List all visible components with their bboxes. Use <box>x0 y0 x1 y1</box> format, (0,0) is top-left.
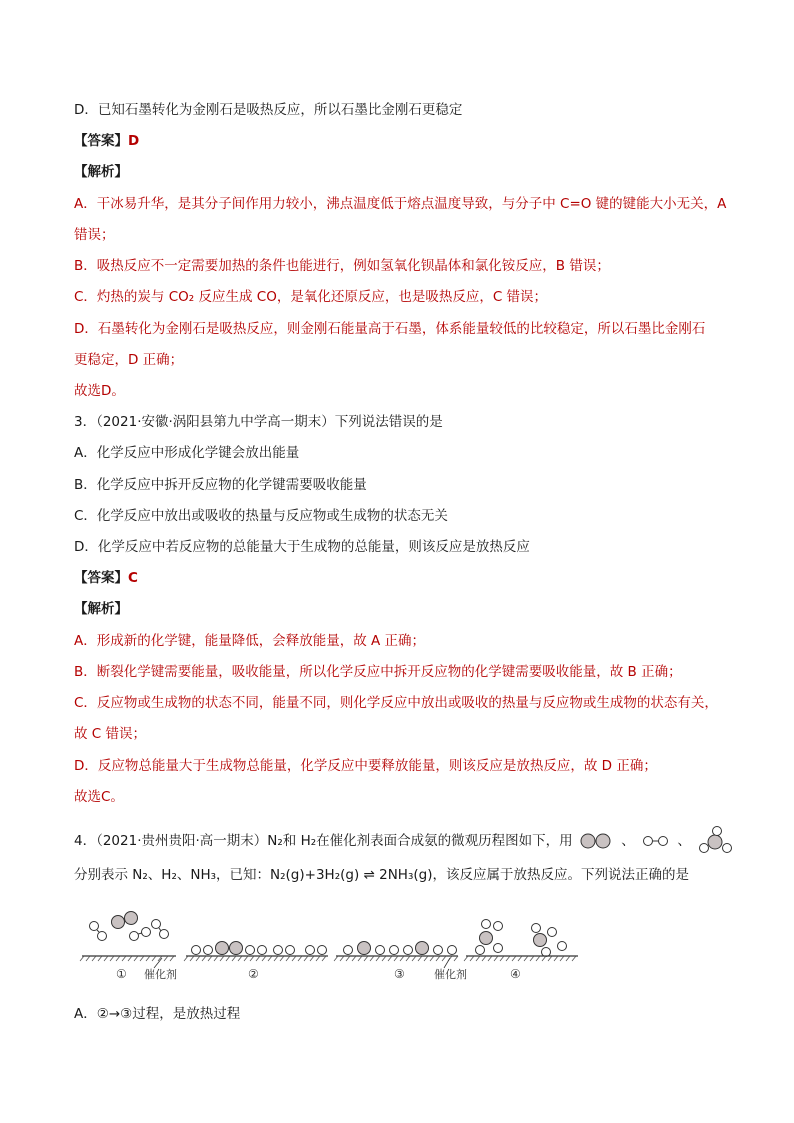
q3-option: C．化学反应中放出或吸收的热量与反应物或生成物的状态无关 <box>74 508 448 524</box>
separator: 、 <box>621 833 635 849</box>
q3-analysis-label: 【解析】 <box>74 601 128 617</box>
q4-stem-text: 4．（2021·贵州贵阳·高一期末）N₂和 H₂在催化剂表面合成氨的微观历程图如下，用 <box>74 833 573 849</box>
q3-analysis-line: B．断裂化学键需要能量，吸收能量，所以化学反应中拆开反应物的化学键需要吸收能量，故 B 正确； <box>74 664 682 680</box>
q3-analysis-line: 故 C 错误； <box>74 726 147 742</box>
q2-analysis-line: 错误； <box>74 227 115 243</box>
q3-stem: 3．（2021·安徽·涡阳县第九中学高一期末）下列说法错误的是 <box>74 414 443 430</box>
step-label: ④ <box>510 967 521 981</box>
h2-molecule-icon <box>639 832 673 850</box>
q3-answer <box>74 569 138 587</box>
n2-molecule-icon <box>577 832 617 850</box>
q2-analysis-line: D．石墨转化为金刚石是吸热反应，则金刚石能量高于石墨，体系能量较低的比较稳定，所以石墨比金刚石 <box>74 321 706 337</box>
answer-label: 【答案】 <box>74 133 128 149</box>
q4-stem-line2: 分别表示 N₂、H₂、NH₃，已知：N₂(g)+3H₂(g) ⇌ 2NH₃(g)，该反应属于放热反应。下列说法正确的是 <box>74 867 689 883</box>
q4-stem-line1 <box>74 826 739 856</box>
catalyst-label: 催化剂 <box>434 968 467 981</box>
q2-analysis-line: C．灼热的炭与 CO₂ 反应生成 CO，是氧化还原反应，也是吸热反应，C 错误； <box>74 289 548 305</box>
q2-analysis-line: A．干冰易升华，是其分子间作用力较小，沸点温度低于熔点温度导致，与分子中 C=O 键的键能大小无关，A <box>74 196 727 212</box>
separator: 、 <box>677 833 691 849</box>
step-label: ② <box>248 967 259 981</box>
q3-option: B．化学反应中拆开反应物的化学键需要吸收能量 <box>74 477 367 493</box>
nh3-molecule-icon <box>695 826 739 856</box>
q3-analysis-line: D．反应物总能量大于生成物总能量，化学反应中要释放能量，则该反应是放热反应，故 D 正确； <box>74 758 657 774</box>
q2-analysis-line: B．吸热反应不一定需要加热的条件也能进行，例如氢氧化钡晶体和氯化铵反应，B 错误； <box>74 258 610 274</box>
q2-option-d: D．已知石墨转化为金刚石是吸热反应，所以石墨比金刚石更稳定 <box>74 102 463 118</box>
answer-value: C <box>128 570 138 586</box>
q2-answer <box>74 132 139 150</box>
q3-analysis-line: A．形成新的化学键，能量降低，会释放能量，故 A 正确； <box>74 633 426 649</box>
q2-conclusion: 故选D。 <box>74 383 125 399</box>
q3-conclusion: 故选C。 <box>74 789 124 805</box>
step-label: ① <box>116 967 127 981</box>
q3-analysis-line: C．反应物或生成物的状态不同，能量不同，则化学反应中放出或吸收的热量与反应物或生成物的状态有关， <box>74 695 718 711</box>
q3-option: D．化学反应中若反应物的总能量大于生成物的总能量，则该反应是放热反应 <box>74 539 530 555</box>
answer-label: 【答案】 <box>74 570 128 586</box>
q2-analysis-label: 【解析】 <box>74 164 128 180</box>
q2-analysis-line: 更稳定，D 正确； <box>74 352 184 368</box>
q4-option-a: A．②→③过程，是放热过程 <box>74 1006 241 1022</box>
step-label: ③ <box>394 967 405 981</box>
reaction-process-figure <box>78 896 718 992</box>
answer-value: D <box>128 133 140 149</box>
q3-option: A．化学反应中形成化学键会放出能量 <box>74 445 300 461</box>
catalyst-label: 催化剂 <box>144 968 177 981</box>
